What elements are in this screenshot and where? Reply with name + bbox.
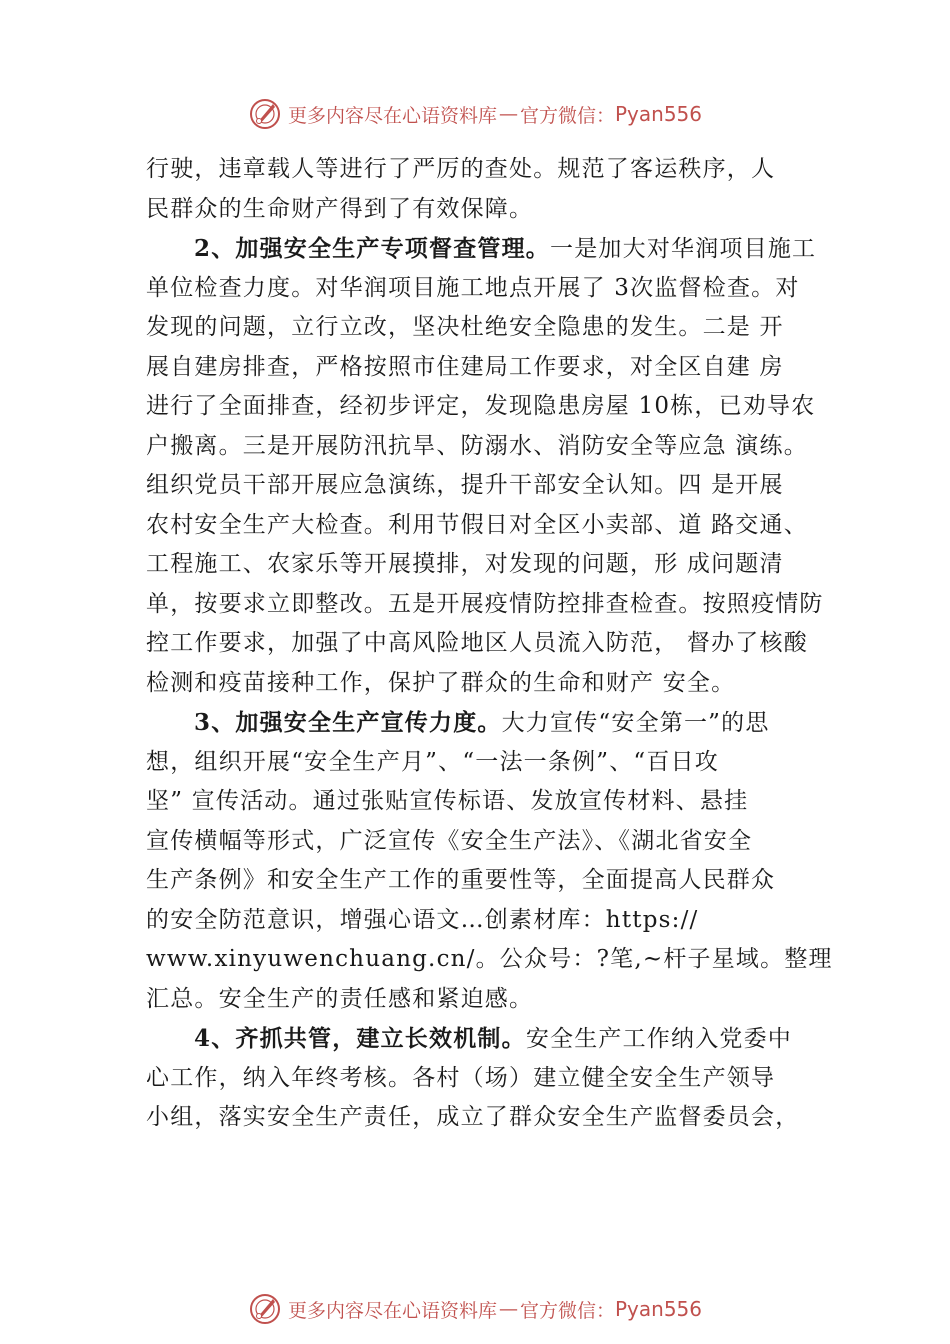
watermark-label: 官方微信： (519, 104, 615, 127)
text-line: 单位检查力度。对华润项目施工地点开展了 3次监督检查。对 (146, 274, 800, 301)
text-line: 农村安全生产大检查。利用节假日对全区小卖部、道 路交通、 (146, 511, 808, 538)
text-line: 进行了全面排查，经初步评定，发现隐患房屋 10栋，已劝导农 (146, 393, 816, 419)
header-watermark (0, 96, 950, 132)
text-line: 小组，落实安全生产责任，成立了群众安全生产监督委员会， (146, 1104, 800, 1130)
text-line: 民群众的生命财产得到了有效保障。 (146, 195, 534, 222)
watermark-separator: — (498, 103, 518, 125)
document-body (146, 150, 833, 1138)
paragraph-3-first-line (146, 703, 826, 743)
text-line: 组织党员干部开展应急演练，提升干部安全认知。四 是开展 (146, 472, 784, 498)
paragraph-2-heading: 2、加强安全生产专项督查管理。 (194, 235, 551, 262)
text-line: 心工作，纳入年终考核。各村（场）建立健全安全生产领导 (146, 1064, 776, 1091)
text-line: 检测和疫苗接种工作，保护了群众的生命和财产 安全。 (146, 669, 736, 696)
text-line: www.xinyuwenchuang.cn/。公众号：?笔,~杆子星域。整理 (146, 946, 833, 972)
text-line: 控工作要求，加强了中高风险地区人员流入防范， 督办了核酸 (146, 630, 808, 656)
brand-logo-icon (248, 97, 282, 131)
footer-watermark (0, 1291, 950, 1327)
paragraph-3-heading: 3、加强安全生产宣传力度。 (194, 709, 502, 736)
brand-logo-icon (248, 1292, 282, 1326)
watermark-label: 官方微信： (519, 1299, 615, 1322)
paragraph-2-first-line (146, 229, 826, 269)
paragraph-2-lead: 一是加大对华润项目施工 (550, 236, 817, 262)
text-line: 的安全防范意识，增强心语文…创素材库：https:// (146, 906, 699, 933)
text-line: 工程施工、农家乐等开展摸排，对发现的问题，形 成问题清 (146, 551, 784, 577)
text-line: 汇总。安全生产的责任感和紧迫感。 (146, 985, 534, 1012)
text-line: 发现的问题，立行立改，坚决杜绝安全隐患的发生。二是 开 (146, 314, 784, 340)
paragraph-3-lead: 大力宣传“安全第一”的思 (501, 710, 770, 736)
watermark-account: Pyan556 (615, 1297, 703, 1321)
text-line: 行驶，违章载人等进行了严厉的查处。规范了客运秩序，人 (146, 156, 776, 182)
watermark-account: Pyan556 (615, 102, 703, 126)
watermark-brand: 更多内容尽在心语资料库 (287, 104, 497, 127)
text-line: 展自建房排查，严格按照市住建局工作要求，对全区自建 房 (146, 353, 784, 380)
text-line: 户搬离。三是开展防汛抗旱、防溺水、消防安全等应急 演练。 (146, 432, 808, 459)
text-line: 生产条例》和安全生产工作的重要性等，全面提高人民群众 (146, 867, 776, 893)
text-line: 坚” 宣传活动。通过张贴宣传标语、发放宣传材料、悬挂 (146, 788, 749, 814)
text-line: 宣传横幅等形式，广泛宣传《安全生产法》、《湖北省安全 (146, 827, 753, 854)
paragraph-4-heading: 4、齐抓共管，建立长效机制。 (194, 1025, 526, 1052)
watermark-brand: 更多内容尽在心语资料库 (287, 1299, 497, 1322)
watermark-separator: — (498, 1298, 518, 1320)
text-line: 想，组织开展“安全生产月”、“一法一条例”、“百日攻 (146, 748, 719, 775)
paragraph-4-first-line (146, 1019, 826, 1059)
text-line: 单，按要求立即整改。五是开展疫情防控排查检查。按照疫情防 (146, 590, 824, 617)
paragraph-4-lead: 安全生产工作纳入党委中 (525, 1026, 793, 1052)
